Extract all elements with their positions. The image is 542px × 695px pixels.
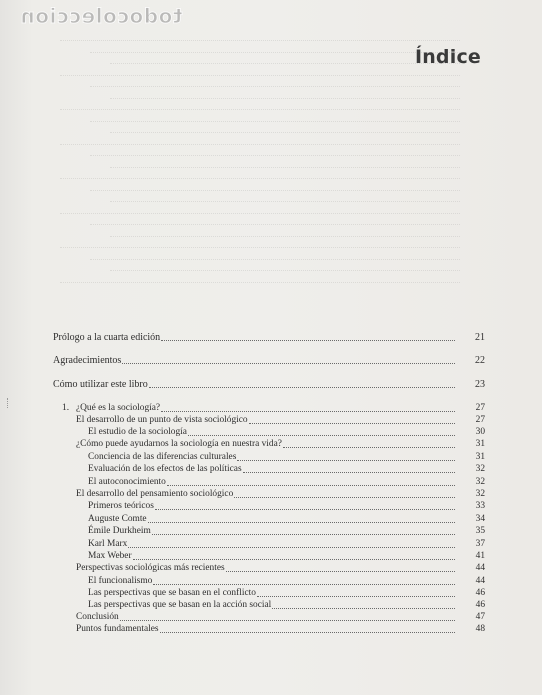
toc-entry-title: El desarrollo de un punto de vista sociológico xyxy=(76,415,248,425)
show-through-line xyxy=(60,144,460,146)
toc-page-number: 32 xyxy=(475,477,485,487)
show-through-line xyxy=(110,63,460,65)
dot-leader xyxy=(249,414,455,424)
show-through-line xyxy=(60,213,460,215)
dot-leader xyxy=(133,550,455,560)
toc-entry-title: ¿Qué es la sociología? xyxy=(76,403,161,413)
toc-page-number: 22 xyxy=(475,355,485,366)
dot-leader xyxy=(153,575,455,585)
show-through-line xyxy=(60,282,460,284)
toc-page-number: 30 xyxy=(475,427,485,437)
show-through-line xyxy=(110,236,460,238)
dot-leader xyxy=(234,488,455,498)
show-through-line xyxy=(110,98,460,100)
toc-entry-title: Cómo utilizar este libro xyxy=(53,379,148,390)
toc-entry[interactable] xyxy=(0,525,542,538)
toc-entry-title: Primeros teóricos xyxy=(88,501,154,511)
dot-leader xyxy=(128,538,455,548)
toc-entry-title: Perspectivas sociológicas más recientes xyxy=(76,563,225,573)
show-through-line xyxy=(90,224,460,226)
dot-leader xyxy=(120,611,455,621)
toc-entry-title: Evaluación de los efectos de las políticas xyxy=(88,464,242,474)
toc-page-number: 21 xyxy=(475,332,485,343)
toc-entry[interactable] xyxy=(0,331,542,344)
toc-entry[interactable] xyxy=(0,500,542,513)
toc-page-number: 48 xyxy=(475,624,485,634)
show-through-line xyxy=(110,201,460,203)
toc-page-number: 33 xyxy=(475,501,485,511)
toc-page-number: 34 xyxy=(475,514,485,524)
dot-leader xyxy=(161,331,455,341)
toc-page-number: 35 xyxy=(475,526,485,536)
dot-leader xyxy=(226,562,455,572)
dot-leader xyxy=(160,623,455,633)
show-through-line xyxy=(60,109,460,111)
toc-entry[interactable] xyxy=(0,354,542,367)
toc-page-number: 44 xyxy=(475,576,485,586)
show-through-line xyxy=(60,247,460,249)
toc-entry-title: El autoconocimiento xyxy=(88,477,166,487)
toc-entry[interactable] xyxy=(0,463,542,476)
toc-page-number: 23 xyxy=(475,379,485,390)
toc-entry-title: Puntos fundamentales xyxy=(76,624,159,634)
chapter-number: 1. xyxy=(62,403,70,413)
toc-page-number: 31 xyxy=(475,452,485,462)
toc-page-number: 37 xyxy=(475,539,485,549)
toc-entry-title: Las perspectivas que se basan en la acción social xyxy=(88,600,272,610)
dot-leader xyxy=(167,476,455,486)
dot-leader xyxy=(237,451,455,461)
toc-entry[interactable] xyxy=(0,623,542,636)
toc-entry-title: Auguste Comte xyxy=(88,514,147,524)
show-through-lines xyxy=(60,40,490,300)
toc-page-number: 46 xyxy=(475,588,485,598)
page-title: Índice xyxy=(414,46,481,68)
dot-leader xyxy=(155,500,455,510)
toc-entry-title: Agradecimientos xyxy=(53,355,122,366)
show-through-line xyxy=(60,178,460,180)
toc-entry-title: Las perspectivas que se basan en el conflicto xyxy=(88,588,256,598)
toc-page-number: 47 xyxy=(475,612,485,622)
dot-leader xyxy=(243,463,455,473)
show-through-line xyxy=(110,167,460,169)
toc-entry[interactable] xyxy=(0,562,542,575)
toc-entry-title: Émile Durkheim xyxy=(88,526,151,536)
toc-entry-title: Max Weber xyxy=(88,551,132,561)
toc-entry[interactable] xyxy=(0,438,542,451)
show-through-line xyxy=(90,86,460,88)
show-through-line xyxy=(110,270,460,272)
toc-page-number: 31 xyxy=(475,439,485,449)
show-through-line xyxy=(90,155,460,157)
dot-leader xyxy=(257,587,455,597)
toc-page-number: 32 xyxy=(475,489,485,499)
toc-page-number: 32 xyxy=(475,464,485,474)
dot-leader xyxy=(188,426,455,436)
toc-page-number: 44 xyxy=(475,563,485,573)
toc-page-number: 27 xyxy=(475,415,485,425)
show-through-line xyxy=(90,259,460,261)
watermark-logo: todocoleccion xyxy=(20,4,183,28)
toc-entry[interactable] xyxy=(0,378,542,391)
toc-entry-title: El estudio de la sociología xyxy=(88,427,187,437)
toc-entry-title: El desarrollo del pensamiento sociológico xyxy=(76,489,234,499)
show-through-line xyxy=(90,52,460,54)
toc-page-number: 46 xyxy=(475,600,485,610)
dot-leader xyxy=(148,513,455,523)
toc-entry-title: ¿Cómo puede ayudarnos la sociología en nuestra vida? xyxy=(76,439,282,449)
dot-leader xyxy=(149,378,455,388)
dot-leader xyxy=(272,599,455,609)
toc-entry-title: El funcionalismo xyxy=(88,576,153,586)
toc-entry-title: Conclusión xyxy=(76,612,119,622)
toc-entry-title: Conciencia de las diferencias culturales xyxy=(88,452,237,462)
toc-page-number: 41 xyxy=(475,551,485,561)
show-through-line xyxy=(90,121,460,123)
toc-page-number: 27 xyxy=(475,403,485,413)
toc-entry-title: Karl Marx xyxy=(88,539,128,549)
show-through-line xyxy=(60,75,460,77)
dot-leader xyxy=(161,402,455,412)
show-through-line xyxy=(60,40,460,42)
dot-leader xyxy=(122,354,455,364)
show-through-line xyxy=(90,190,460,192)
toc-entry-title: Prólogo a la cuarta edición xyxy=(53,332,161,343)
dot-leader xyxy=(152,525,455,535)
show-through-line xyxy=(110,132,460,134)
dot-leader xyxy=(283,438,455,448)
